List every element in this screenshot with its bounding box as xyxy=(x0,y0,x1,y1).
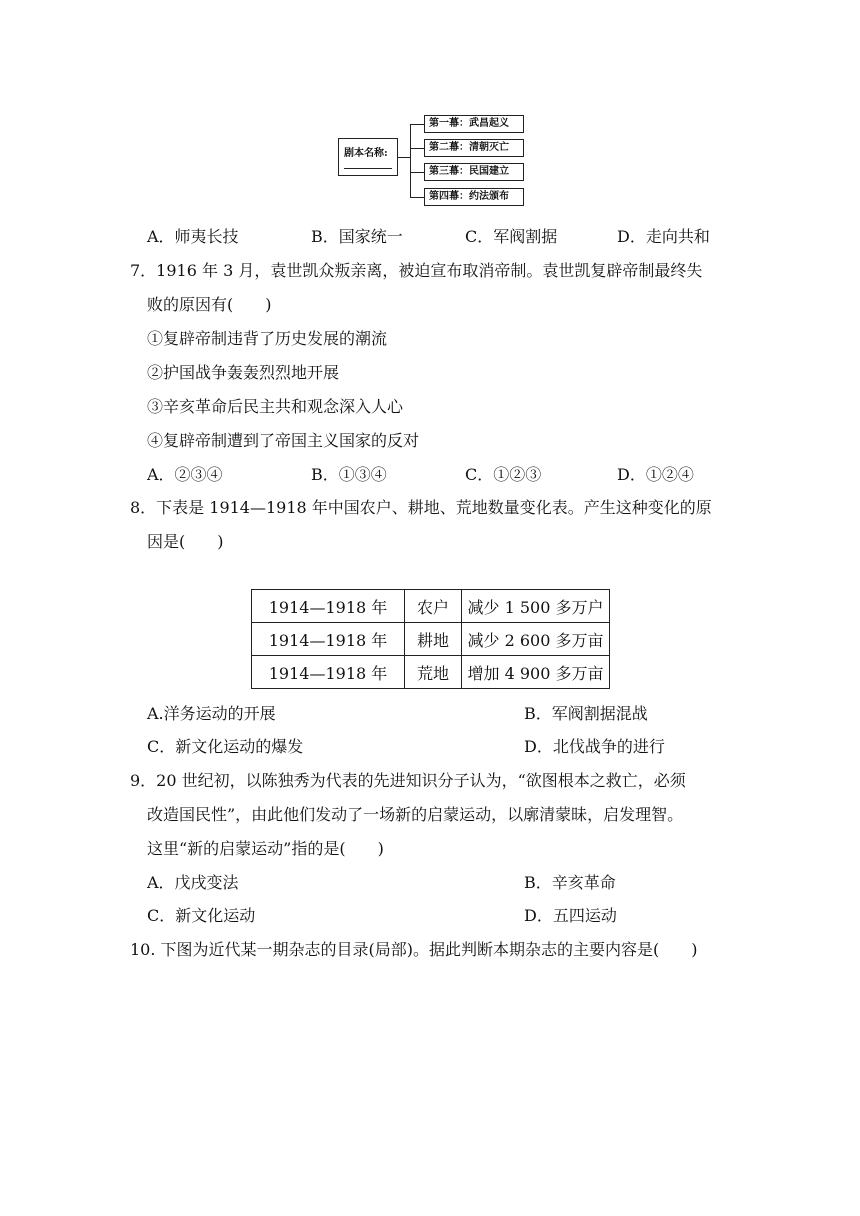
q7-option-b: B．①③④ xyxy=(311,465,387,484)
table-cell-change: 减少 1 500 多万户 xyxy=(462,590,610,623)
script-name-label: 剧本名称: xyxy=(344,148,388,159)
q8-stem-line1: 8．下表是 1914—1918 年中国农户、耕地、荒地数量变化表。产生这种变化的原 xyxy=(130,498,712,517)
q9-option-b: B．辛亥革命 xyxy=(524,873,616,892)
q9-option-a: A．戊戌变法 xyxy=(147,873,239,892)
q10-stem-line1: 10. 下图为近代某一期杂志的目录(局部)。据此判断本期杂志的主要内容是( ) xyxy=(130,940,698,959)
table-cell-period: 1914—1918 年 xyxy=(252,656,405,689)
table-cell-change: 增加 4 900 多万亩 xyxy=(462,656,610,689)
script-name-box xyxy=(338,138,398,176)
q6-option-d: D．走向共和 xyxy=(617,227,710,246)
connector-act-1 xyxy=(410,124,424,125)
q7-stem-line1: 7．1916 年 3 月，袁世凯众叛亲离，被迫宣布取消帝制。袁世凯复辟帝制最终失 xyxy=(130,261,703,280)
q9-option-c: C．新文化运动 xyxy=(147,906,256,925)
act-box-1: 第一幕：武昌起义 xyxy=(424,115,524,133)
q7-item-1: ①复辟帝制违背了历史发展的潮流 xyxy=(147,329,388,348)
q7-stem-line2: 败的原因有( ) xyxy=(147,295,272,314)
connector-act-4 xyxy=(410,197,424,198)
q8-option-d: D．北伐战争的进行 xyxy=(524,737,665,756)
act-box-4: 第四幕：约法颁布 xyxy=(424,188,524,206)
q9-option-d: D．五四运动 xyxy=(524,906,617,925)
table-cell-category: 荒地 xyxy=(405,656,462,689)
q9-stem-line1: 9．20 世纪初，以陈独秀为代表的先进知识分子认为，“欲图根本之救亡，必须 xyxy=(130,771,686,790)
q6-option-c: C．军阀割据 xyxy=(465,227,558,246)
script-name-blank xyxy=(344,168,392,169)
table-row xyxy=(252,590,610,623)
q6-option-a: A．师夷长技 xyxy=(147,227,239,246)
q8-option-a: A.洋务运动的开展 xyxy=(147,704,276,723)
q7-option-d: D．①②④ xyxy=(617,465,694,484)
q8-option-c: C．新文化运动的爆发 xyxy=(147,737,304,756)
q7-option-a: A．②③④ xyxy=(147,465,223,484)
q6-option-b: B．国家统一 xyxy=(311,227,403,246)
table-cell-change: 减少 2 600 多万亩 xyxy=(462,623,610,656)
q7-option-c: C．①②③ xyxy=(465,465,542,484)
act-box-2: 第二幕：清朝灭亡 xyxy=(424,139,524,157)
table-cell-category: 耕地 xyxy=(405,623,462,656)
connector-act-2 xyxy=(410,148,424,149)
q8-data-table xyxy=(251,589,610,689)
q7-item-2: ②护国战争轰轰烈烈地开展 xyxy=(147,363,340,382)
q7-item-4: ④复辟帝制遭到了帝国主义国家的反对 xyxy=(147,431,420,450)
table-row xyxy=(252,623,610,656)
connector-vertical xyxy=(410,124,411,197)
connector-main xyxy=(398,157,410,158)
q8-stem-line2: 因是( ) xyxy=(147,532,224,551)
table-row xyxy=(252,656,610,689)
q9-stem-line2: 改造国民性”，由此他们发动了一场新的启蒙运动，以廓清蒙昧，启发理智。 xyxy=(147,805,684,824)
table-cell-period: 1914—1918 年 xyxy=(252,623,405,656)
table-cell-period: 1914—1918 年 xyxy=(252,590,405,623)
connector-act-3 xyxy=(410,172,424,173)
q7-item-3: ③辛亥革命后民主共和观念深入人心 xyxy=(147,397,404,416)
q9-stem-line3: 这里“新的启蒙运动”指的是( ) xyxy=(147,839,384,858)
act-box-3: 第三幕：民国建立 xyxy=(424,163,524,181)
q8-option-b: B．军阀割据混战 xyxy=(524,704,648,723)
table-cell-category: 农户 xyxy=(405,590,462,623)
